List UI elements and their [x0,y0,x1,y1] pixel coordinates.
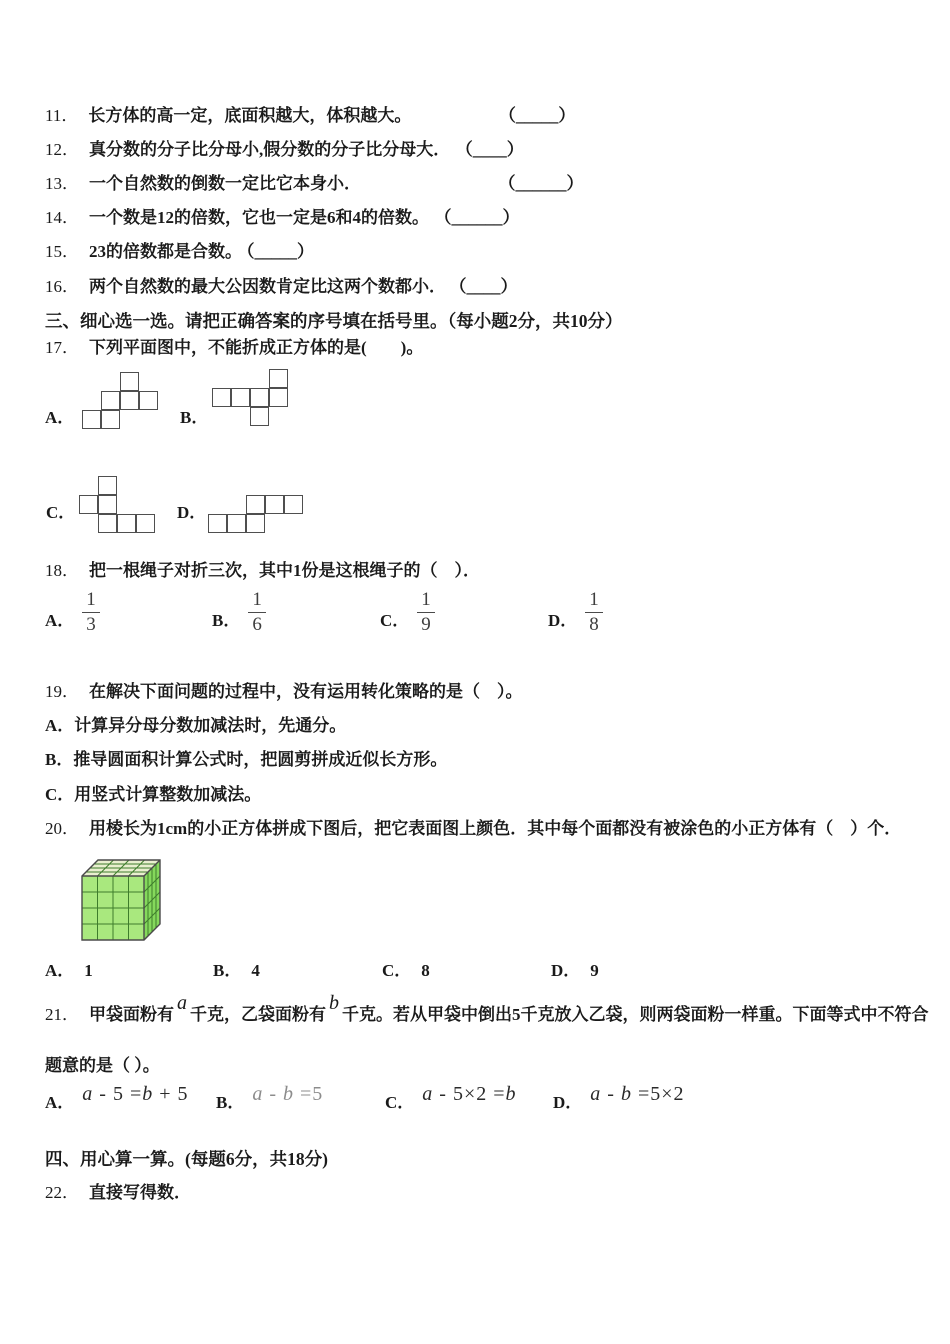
question-text: 用棱长为1cm的小正方体拼成下图后，把它表面图上颜色．其中每个面都没有被涂色的小正方体有（ ）个． [89,819,902,838]
equation: a - 5 =b + 5 [82,1083,189,1105]
option-label: D． [553,1093,583,1112]
question-11 [45,101,575,126]
question-text: 真分数的分子比分母小,假分数的分子比分母大． [89,140,451,159]
question-text-pre: 甲袋面粉有 [89,1005,174,1024]
equation: a - b =5 [252,1083,324,1105]
question-number: 20． [45,819,79,838]
option-label: B． [212,610,241,630]
q19-option-b [45,745,447,770]
option-value: 8 [421,961,430,980]
question-text-mid: 千克，乙袋面粉有 [190,1005,326,1024]
q21-option-a [45,1083,189,1119]
option-label: B． [216,1093,245,1112]
question-text: 长方体的高一定，底面积越大，体积越大。 [88,106,412,125]
question-number: 19． [45,682,79,701]
answer-bracket: （_____） [507,106,576,125]
fraction-value: $\frac{1}{6}$ [248,588,266,637]
question-19 [45,677,523,702]
fraction-option-b [212,588,266,637]
question-14 [45,203,520,228]
fraction-value: $\frac{1}{9}$ [417,588,435,637]
question-22 [45,1178,191,1203]
option-label: C． [45,785,75,804]
question-text: 直接写得数． [89,1183,191,1202]
option-label: B． [45,750,74,769]
option-label: A． [45,961,75,980]
variable-a: a [177,992,187,1014]
net-option-label-d: D． [177,503,207,522]
fraction-option-c [380,588,435,637]
fraction-option-a [45,588,100,637]
option-label: A． [45,716,75,735]
fraction-value: $\frac{1}{8}$ [585,588,603,637]
painted-cube-figure [78,852,162,949]
option-label: C． [385,1093,415,1112]
question-18 [45,556,480,581]
option-label: B． [213,961,242,980]
option-label: A． [45,1093,75,1112]
question-12 [45,135,524,160]
net-option-label-a: A． [45,408,75,427]
question-20 [45,814,901,839]
question-text: 一个自然数的倒数一定比它本身小． [89,174,361,193]
answer-bracket: （______） [507,174,584,193]
question-number: 21． [45,1005,79,1024]
question-number: 11． [45,106,79,125]
question-21-line1 [45,992,929,1026]
question-number: 22． [45,1183,79,1202]
answer-bracket: （______） [443,208,520,227]
question-text: 下列平面图中，不能折成正方体的是( )。 [89,338,424,357]
question-number: 17． [45,338,79,357]
q19-option-a [45,711,346,736]
question-16 [45,272,518,297]
option-text: 用竖式计算整数加减法。 [74,785,262,804]
q20-option-b [213,956,260,981]
question-17 [45,333,423,358]
answer-bracket: （____） [458,277,518,296]
question-15 [45,237,314,262]
answer-bracket: （____） [464,140,524,159]
question-text: 两个自然数的最大公因数肯定比这两个数都小． [89,277,446,296]
question-text: 把一根绳子对折三次，其中1份是这根绳子的（ ）． [89,561,480,580]
option-value: 1 [84,961,93,980]
question-21-line2: 题意的是（ ）。 [45,1056,160,1075]
question-number: 13． [45,174,79,193]
option-label: A． [45,610,75,630]
option-label: D． [548,610,578,630]
option-text: 计算异分母分数加减法时，先通分。 [74,716,347,735]
option-value: 4 [251,961,260,980]
q21-option-b [216,1083,324,1119]
q20-option-c [382,956,430,981]
question-number: 14． [45,208,79,227]
question-number: 16． [45,277,79,296]
q21-option-d [553,1083,685,1119]
q20-option-a [45,956,93,981]
question-13 [45,169,584,194]
option-value: 9 [590,961,599,980]
variable-b: b [329,992,339,1014]
section-3-header: 三、细心选一选。请把正确答案的序号填在括号里。（每小题2分，共10分） [45,311,623,331]
question-text: 一个数是12的倍数，它也一定是6和4的倍数。 [89,208,429,227]
net-option-label-c: C． [46,503,76,522]
q21-option-c [385,1083,517,1119]
question-text: 23的倍数都是合数。 [89,242,242,261]
equation: a - 5×2 =b [422,1083,517,1105]
option-text: 推导圆面积计算公式时，把圆剪拼成近似长方形。 [73,750,448,769]
question-text-post: 千克。若从甲袋中倒出5千克放入乙袋，则两袋面粉一样重。下面等式中不符合 [342,1005,929,1024]
option-label: D． [551,961,581,980]
q20-option-d [551,956,599,981]
fraction-value: $\frac{1}{3}$ [82,588,100,637]
fraction-option-d [548,588,603,637]
question-text: 在解决下面问题的过程中，没有运用转化策略的是（ ）。 [89,682,523,701]
question-number: 15． [45,242,79,261]
question-number: 12． [45,140,79,159]
q19-option-c [45,780,261,805]
question-number: 18． [45,561,79,580]
equation: a - b =5×2 [590,1083,685,1105]
section-4-header: 四、用心算一算。(每题6分，共18分) [45,1149,328,1169]
net-option-label-b: B． [180,408,209,427]
option-label: C． [380,610,410,630]
answer-bracket: （_____） [246,242,314,261]
option-label: C． [382,961,412,980]
